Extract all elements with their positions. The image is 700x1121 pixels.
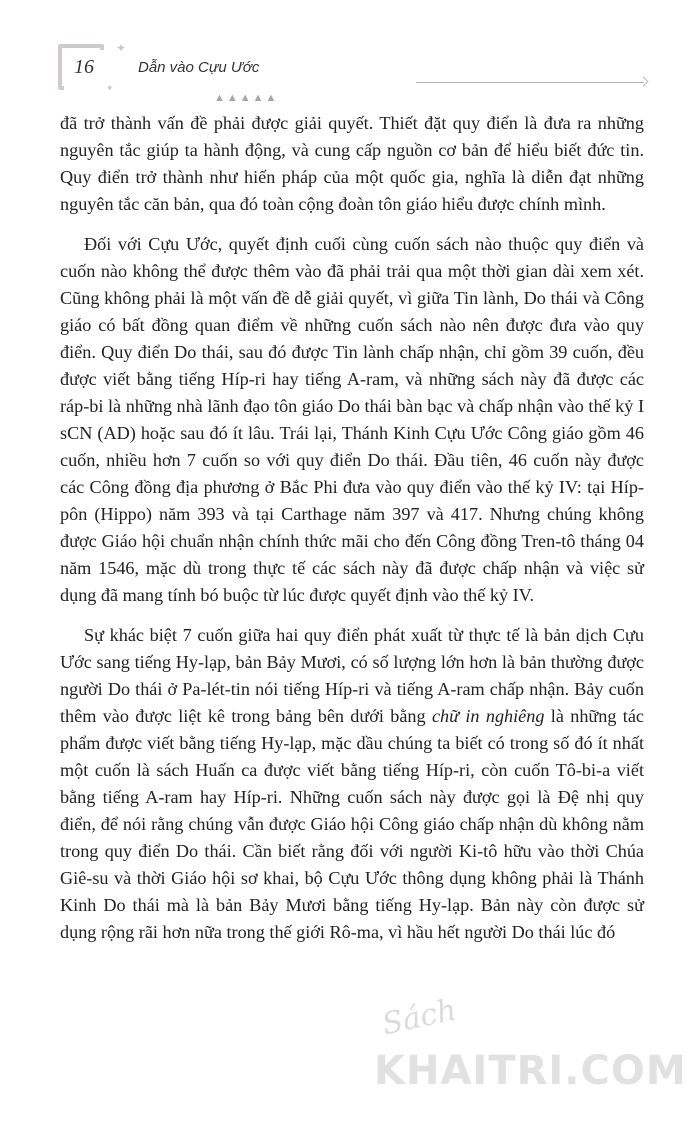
paragraph-3-after: là những tác phẩm được viết bằng tiếng Hy-lạp, mặc dầu chúng ta biết có trong số đó ít nhất một cuốn là sách Huấn ca được viết bằng tiếng Híp-ri, còn cuốn Tô-bi-a viết bằng tiếng A-ram hay Híp-ri. Những cuốn sách này được gọi là Đệ nhị quy điển, để nói rằng chúng vẫn được Giáo hội Công giáo chấp nhận dù không nằm trong quy điển Do thái. Cần biết rằng đối với người Ki-tô hữu vào thời Chúa Giê-su và thời Giáo hội sơ khai, bộ Cựu Ước thông dụng không phải là Thánh Kinh Do thái mà là bản Bảy Mươi bằng tiếng Hy-lạp. Bản này còn được sử dụng rộng rãi hơn nữa trong thế giới Rô-ma, vì hầu hết người Do thái lúc đó <box>60 706 644 942</box>
page-number: 16 <box>74 56 94 78</box>
italic-phrase: chữ in nghiêng <box>431 706 545 726</box>
sparkle-icon: ✦ <box>116 41 127 55</box>
body-text <box>60 110 644 959</box>
header-rule <box>416 82 644 83</box>
arrow-icon <box>639 77 649 87</box>
paragraph-3 <box>60 622 644 946</box>
paragraph-2: Đối với Cựu Ước, quyết định cuối cùng cuốn sách nào thuộc quy điển và cuốn nào không thể được thêm vào đã phải trải qua một thời gian dài xem xét. Cũng không phải là một vấn đề dễ giải quyết, vì giữa Tin lành, Do thái và Công giáo có bất đồng quan điểm về những cuốn sách nào nên được đưa vào quy điển. Quy điển Do thái, sau đó được Tin lành chấp nhận, chỉ gồm 39 cuốn, đều được viết bằng tiếng Híp-ri hay tiếng A-ram, và những sách này đã được các ráp-bi là những nhà lãnh đạo tôn giáo Do thái bàn bạc và chấp nhận vào thế kỷ I sCN (AD) hoặc sau đó ít lâu. Trái lại, Thánh Kinh Cựu Ước Công giáo gồm 46 cuốn, nhiều hơn 7 cuốn so với quy điển Do thái. Đầu tiên, 46 cuốn này được các Công đồng địa phương ở Bắc Phi đưa vào quy điển vào thế kỷ IV: tại Híp-pôn (Hippo) năm 393 và tại Carthage năm 397 và 417. Nhưng chúng không được Giáo hội chuẩn nhận chính thức mãi cho đến Công đồng Tren-tô tháng 04 năm 1546, mặc dù trong thực tế các sách này đã được chấp nhận và việc sử dụng đã mang tính bó buộc từ lúc được quyết định vào thế kỷ IV. <box>60 234 644 605</box>
paragraph-3-before: Sự khác biệt 7 cuốn giữa hai quy điển phát xuất từ thực tế là bản dịch Cựu Ước sang tiếng Hy-lạp, bản Bảy Mươi, có số lượng lớn hơn là bản thường được người Do thái ở Pa-lét-tin nói tiếng Híp-ri và tiếng A-ram chấp nhận. Bảy cuốn thêm vào được liệt kê trong bảng bên dưới bằng <box>60 625 644 726</box>
paragraph-1: đã trở thành vấn đề phải được giải quyết. Thiết đặt quy điển là đưa ra những nguyên tắc giúp ta hành động, và cung cấp nguồn cơ bản để hiểu biết đức tin. Quy điển trở thành như hiến pháp của một quốc gia, nghĩa là diễn đạt những nguyên tắc căn bản, qua đó toàn cộng đoàn tôn giáo hiểu được chính mình. <box>60 113 644 214</box>
sparkle-icon: ✦ <box>106 83 114 93</box>
watermark-script: Sách <box>379 992 460 1043</box>
running-header-title: Dẫn vào Cựu Ước <box>138 59 260 76</box>
triangle-ornament: ▲▲▲▲▲ <box>214 92 279 104</box>
watermark-logo: KHAITRI.COM <box>374 1048 687 1094</box>
